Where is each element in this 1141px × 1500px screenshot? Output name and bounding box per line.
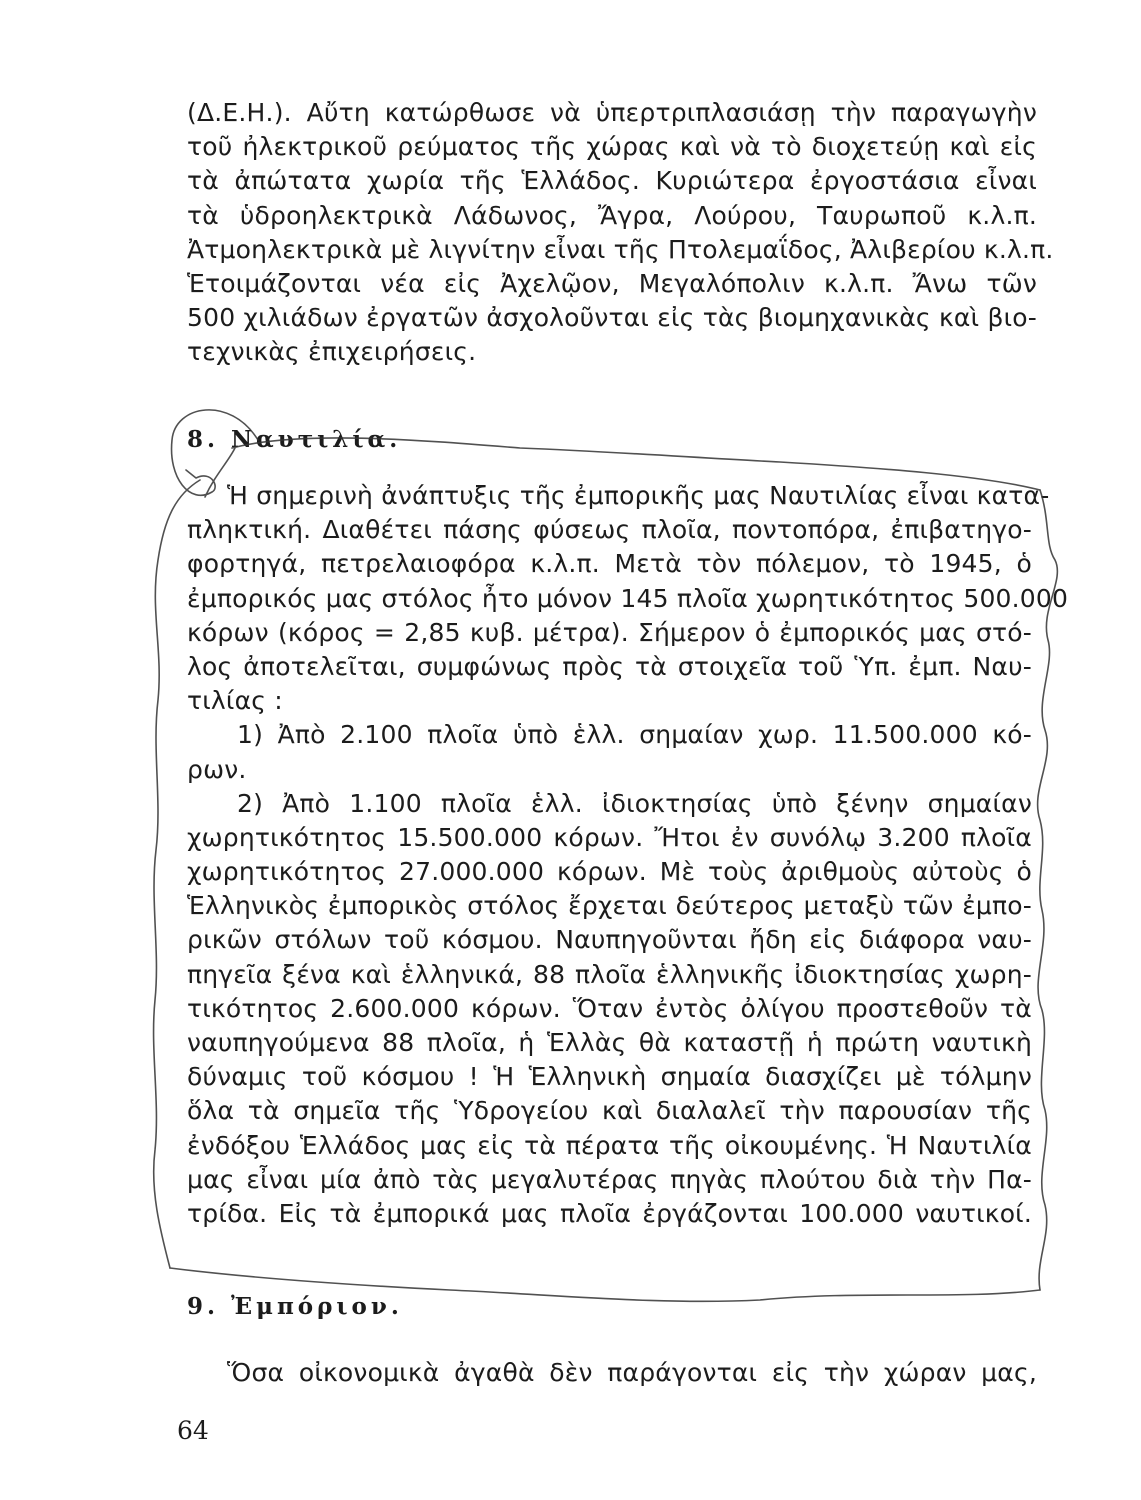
paragraph-line: τρίδα. Εἰς τὰ ἐμπορικά μας πλοῖα ἐργάζονται 100.000 ναυτικοί. <box>187 1198 1032 1228</box>
page-number: 64 <box>177 1416 209 1445</box>
paragraph-line: λος ἀποτελεῖται, συμφώνως πρὸς τὰ στοιχεῖα τοῦ Ὑπ. ἐμπ. Ναυ- <box>187 651 1032 681</box>
section-9-paragraph <box>187 1356 1037 1390</box>
paragraph-line: πληκτική. Διαθέτει πάσης φύσεως πλοῖα, ποντοπόρα, ἐπιβατηγο- <box>187 515 1032 545</box>
paragraph-line: Ἑλληνικὸς ἐμπορικὸς στόλος ἔρχεται δεύτερος μεταξὺ τῶν ἐμπο- <box>187 891 1032 921</box>
paragraph-line: Ἡ σημερινὴ ἀνάπτυξις τῆς ἐμπορικῆς μας Ναυτιλίας εἶναι κατα- <box>227 481 1050 510</box>
paragraph-line: ἐμπορικός μας στόλος ἦτο μόνον 145 πλοῖα χωρητικότητος 500.000 <box>187 583 1069 613</box>
paragraph-line: τικότητος 2.600.000 κόρων. Ὅταν ἐντὸς ὀλίγου προστεθοῦν τὰ <box>187 993 1032 1023</box>
paragraph-line: τὰ ὑδροηλεκτρικὰ Λάδωνος, Ἄγρα, Λούρου, Ταυρωποῦ κ.λ.π. <box>187 200 1037 230</box>
paragraph-line: δύναμις τοῦ κόσμου ! Ἡ Ἑλληνικὴ σημαία διασχίζει μὲ τόλμην <box>187 1062 1032 1092</box>
list-item: 2) Ἀπὸ 1.100 πλοῖα ἑλλ. ἰδιοκτησίας ὑπὸ ξένην σημαίαν <box>237 788 1032 818</box>
section-9-heading: 9. Ἐμπόριον. <box>187 1293 403 1320</box>
paragraph-line: Ἀτμοηλεκτρικὰ μὲ λιγνίτην εἶναι τῆς Πτολεμαΐδος, Ἀλιβερίου κ.λ.π. <box>187 234 1054 264</box>
paragraph-line: κόρων (κόρος = 2,85 κυβ. μέτρα). Σήμερον ὁ ἐμπορικός μας στό- <box>187 617 1032 647</box>
paragraph-line: ρικῶν στόλων τοῦ κόσμου. Ναυπηγοῦνται ἤδη εἰς διάφορα ναυ- <box>187 925 1032 955</box>
paragraph-line: τιλίας : <box>187 686 283 716</box>
paragraph-line: ὅλα τὰ σημεῖα τῆς Ὑδρογείου καὶ διαλαλεῖ τὴν παρουσίαν τῆς <box>187 1096 1032 1126</box>
paragraph-line: χωρητικότητος 15.500.000 κόρων. Ἤτοι ἐν συνόλῳ 3.200 πλοῖα <box>187 822 1032 852</box>
paragraph-line: 500 χιλιάδων ἐργατῶν ἀσχολοῦνται εἰς τὰς βιομηχανικὰς καὶ βιο- <box>187 303 1037 333</box>
paragraph-line: (Δ.Ε.Η.). Αὔτη κατώρθωσε νὰ ὑπερτριπλασιάσῃ τὴν παραγωγὴν <box>187 98 1037 127</box>
list-item: 1) Ἀπὸ 2.100 πλοῖα ὑπὸ ἑλλ. σημαίαν χωρ. 11.500.000 κό- <box>237 720 1032 750</box>
paragraph-line: τεχνικὰς ἐπιχειρήσεις. <box>187 337 477 367</box>
paragraph-line: χωρητικότητος 27.000.000 κόρων. Μὲ τοὺς ἀριθμοὺς αὐτοὺς ὁ <box>187 857 1032 887</box>
paragraph-line: τοῦ ἠλεκτρικοῦ ρεύματος τῆς χώρας καὶ νὰ τὸ διοχετεύῃ καὶ εἰς <box>187 132 1037 162</box>
paragraph-line: φορτηγά, πετρελαιοφόρα κ.λ.π. Μετὰ τὸν πόλεμον, τὸ 1945, ὁ <box>187 549 1032 579</box>
paragraph-line: Ὅσα οἰκονομικὰ ἀγαθὰ δὲν παράγονται εἰς τὴν χώραν μας, <box>227 1358 1037 1387</box>
paragraph-line: τὰ ἀπώτατα χωρία τῆς Ἑλλάδος. Κυριώτερα ἐργοστάσια εἶναι <box>187 166 1037 196</box>
section-7-paragraph <box>187 96 1054 370</box>
paragraph-line: ναυπηγούμενα 88 πλοῖα, ἡ Ἑλλὰς θὰ καταστῇ ἡ πρώτη ναυτικὴ <box>187 1028 1032 1057</box>
paragraph-line: Ἑτοιμάζονται νέα εἰς Ἀχελῷον, Μεγαλόπολιν κ.λ.π. Ἄνω τῶν <box>187 268 1037 298</box>
section-8-paragraph <box>187 479 1069 1231</box>
paragraph-line: πηγεῖα ξένα καὶ ἑλληνικά, 88 πλοῖα ἑλληνικῆς ἰδιοκτησίας χωρη- <box>187 959 1032 989</box>
paragraph-line: ἐνδόξου Ἑλλάδος μας εἰς τὰ πέρατα τῆς οἰκουμένης. Ἡ Ναυτιλία <box>187 1130 1032 1160</box>
paragraph-line: ρων. <box>187 754 247 784</box>
paragraph-line: μας εἶναι μία ἀπὸ τὰς μεγαλυτέρας πηγὰς πλούτου διὰ τὴν Πα- <box>187 1164 1032 1194</box>
section-8-heading: 8. Ναυτιλία. <box>187 426 402 453</box>
